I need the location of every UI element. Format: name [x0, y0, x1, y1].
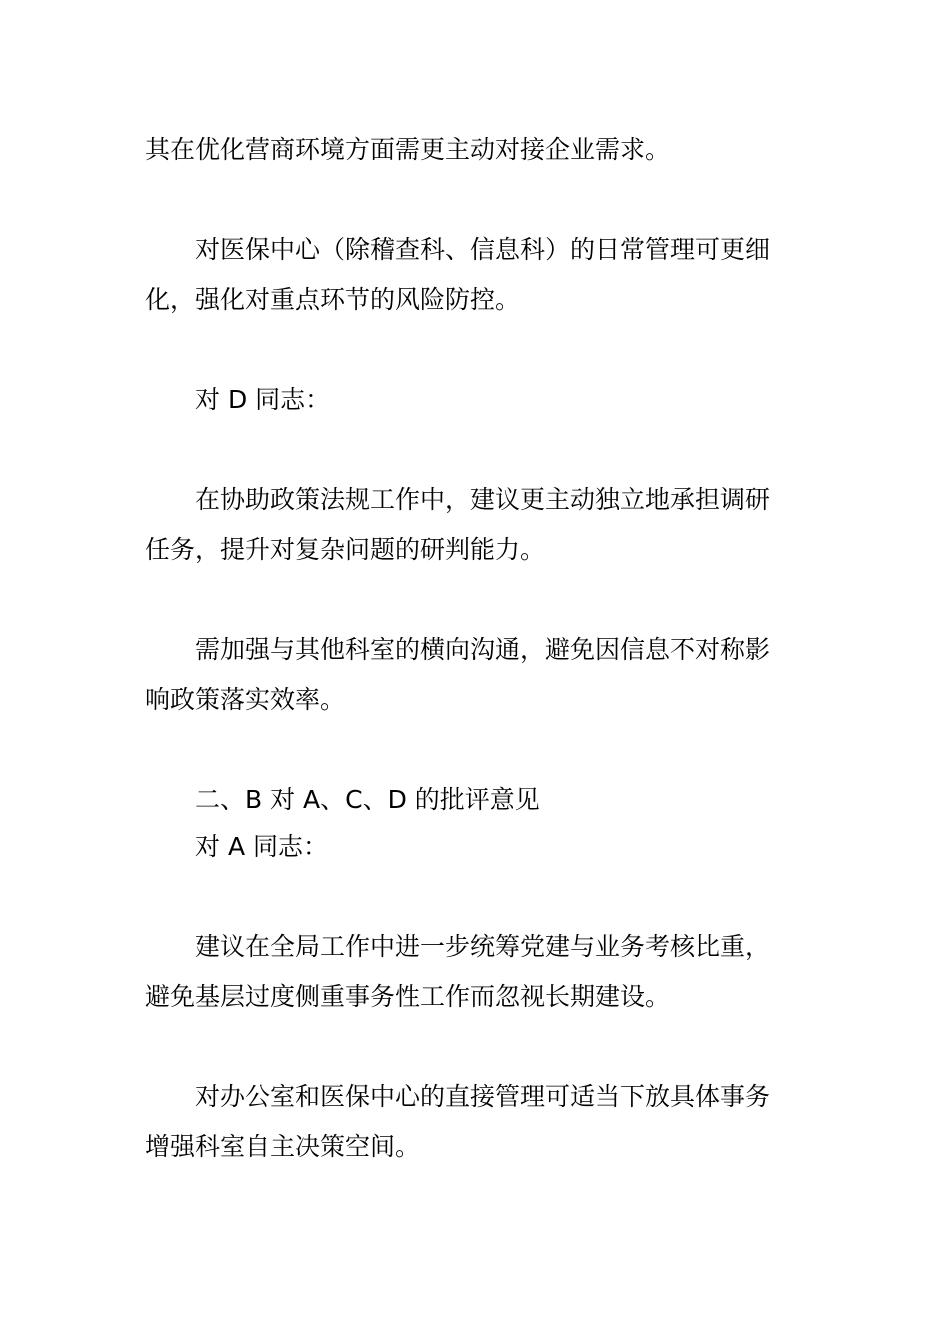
paragraph-line: 响政策落实效率。 [145, 685, 346, 714]
paragraph-5 [145, 625, 810, 725]
paragraph-line: 避免基层过度侧重事务性工作而忽视长期建设。 [145, 982, 671, 1011]
paragraph-line: 任务，提升对复杂问题的研判能力。 [145, 535, 546, 564]
paragraph-4 [145, 475, 810, 575]
paragraph-line: 对办公室和医保中心的直接管理可适当下放具体事务 [195, 1082, 771, 1111]
paragraph-line: 二、B 对 A、C、D 的批评意见 [195, 785, 540, 814]
paragraph-line: 需加强与其他科室的横向沟通，避免因信息不对称影 [195, 635, 771, 664]
section-heading [145, 775, 810, 825]
paragraph-3 [145, 375, 810, 425]
paragraph-line: 其在优化营商环境方面需更主动对接企业需求。 [145, 135, 671, 164]
paragraph-line: 对医保中心（除稽查科、信息科）的日常管理可更细 [195, 235, 771, 264]
paragraph-line: 在协助政策法规工作中，建议更主动独立地承担调研 [195, 485, 771, 514]
paragraph-9 [145, 1072, 810, 1172]
paragraph-line: 对 A 同志： [195, 832, 328, 861]
paragraph-1 [145, 125, 810, 175]
paragraph-line: 建议在全局工作中进一步统筹党建与业务考核比重， [195, 932, 771, 961]
paragraph-7 [145, 822, 810, 872]
paragraph-line: 化，强化对重点环节的风险防控。 [145, 285, 521, 314]
paragraph-8 [145, 922, 810, 1022]
paragraph-line: 增强科室自主决策空间。 [145, 1132, 421, 1161]
paragraph-2 [145, 225, 810, 325]
paragraph-line: 对 D 同志： [195, 385, 331, 414]
